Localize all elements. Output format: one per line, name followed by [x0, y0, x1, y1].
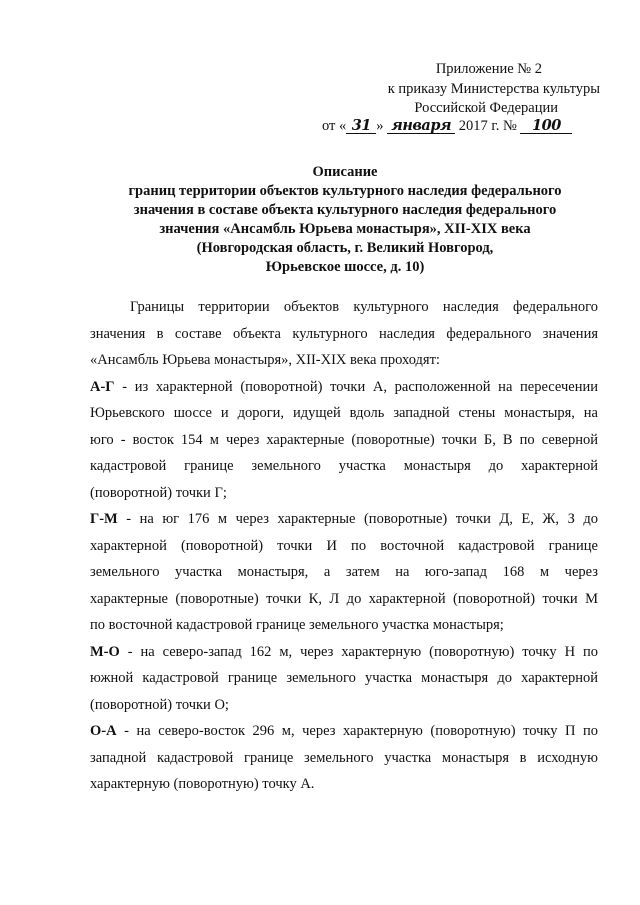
title-line-1: Описание — [312, 164, 378, 180]
date-year: 2017 г. № — [458, 118, 517, 134]
intro-line-1: Границы территории объектов культурного наследия федерального — [130, 299, 598, 315]
section-a-g-line-4: кадастровой границе земельного участка монастыря до характерной — [90, 458, 598, 474]
date-prefix: от « — [322, 118, 347, 134]
document-title — [90, 163, 600, 277]
section-m-o-key: М-О — [90, 643, 120, 660]
section-g-m — [90, 506, 598, 639]
date-month-handwritten: января — [387, 119, 455, 134]
order-date-line — [322, 116, 572, 136]
section-m-o-line-2: южной кадастровой границе земельного участка монастыря до характерной — [90, 670, 598, 686]
section-a-g-line-5: (поворотной) точки Г; — [90, 484, 227, 501]
section-a-g — [90, 374, 598, 507]
section-a-g-line-2: Юрьевского шоссе и дороги, идущей вдоль западной стены монастыря, на — [90, 405, 598, 421]
section-a-g-line-3: юго - восток 154 м через характерные (поворотные) точки Б, В по северной — [90, 431, 598, 448]
section-m-o-line-1: М-О - на северо-запад 162 м, через характерную (поворотную) точку Н по — [90, 643, 598, 660]
section-g-m-line-2: характерной (поворотной) точки И по восточной кадастровой границе — [90, 537, 598, 554]
section-o-a — [90, 718, 598, 798]
order-number-handwritten: 100 — [520, 119, 572, 134]
appendix-order-ref: к приказу Министерства культуры — [387, 80, 600, 97]
section-g-m-line-3: земельного участка монастыря, а затем на юго-запад 168 м через — [90, 564, 598, 580]
date-mid: » — [376, 118, 384, 134]
section-g-m-line-1: Г-М - на юг 176 м через характерные (поворотные) точки Д, Е, Ж, З до — [90, 511, 598, 527]
section-o-a-line-3: характерную (поворотную) точку А. — [90, 776, 315, 792]
document-body — [90, 294, 598, 798]
appendix-ministry: Российской Федерации — [414, 100, 558, 116]
date-day-handwritten: 31 — [346, 119, 376, 134]
title-line-6: Юрьевское шоссе, д. 10) — [265, 259, 425, 275]
intro-line-2: значения в составе объекта культурного наследия федерального значения — [90, 325, 598, 342]
title-line-3: значения в составе объекта культурного наследия федерального — [133, 202, 557, 218]
title-line-5: (Новгородская область, г. Великий Новгород, — [196, 240, 494, 256]
section-o-a-key: О-А — [90, 723, 117, 739]
section-g-m-key: Г-М — [90, 511, 118, 527]
title-line-2: границ территории объектов культурного наследия федерального — [128, 183, 562, 199]
title-line-4: значения «Ансамбль Юрьева монастыря», XII-XIX века — [159, 221, 531, 237]
intro-line-3: «Ансамбль Юрьева монастыря», XII-XIX века проходят: — [90, 352, 440, 368]
appendix-number: Приложение № 2 — [435, 61, 542, 77]
section-o-a-line-2: западной кадастровой границе земельного участка монастыря в исходную — [90, 749, 598, 766]
section-m-o — [90, 639, 598, 719]
section-a-g-key: А-Г — [90, 378, 115, 395]
intro-paragraph — [90, 294, 598, 374]
section-m-o-line-3: (поворотной) точки О; — [90, 696, 229, 713]
section-a-g-line-1: А-Г - из характерной (поворотной) точки А, расположенной на пересечении — [90, 378, 598, 395]
section-g-m-line-4: характерные (поворотные) точки К, Л до характерной (поворотной) точки М — [90, 590, 598, 607]
appendix-header — [310, 60, 600, 119]
section-g-m-line-5: по восточной кадастровой границе земельного участка монастыря; — [90, 617, 504, 633]
section-o-a-line-1: О-А - на северо-восток 296 м, через характерную (поворотную) точку П по — [90, 723, 598, 739]
